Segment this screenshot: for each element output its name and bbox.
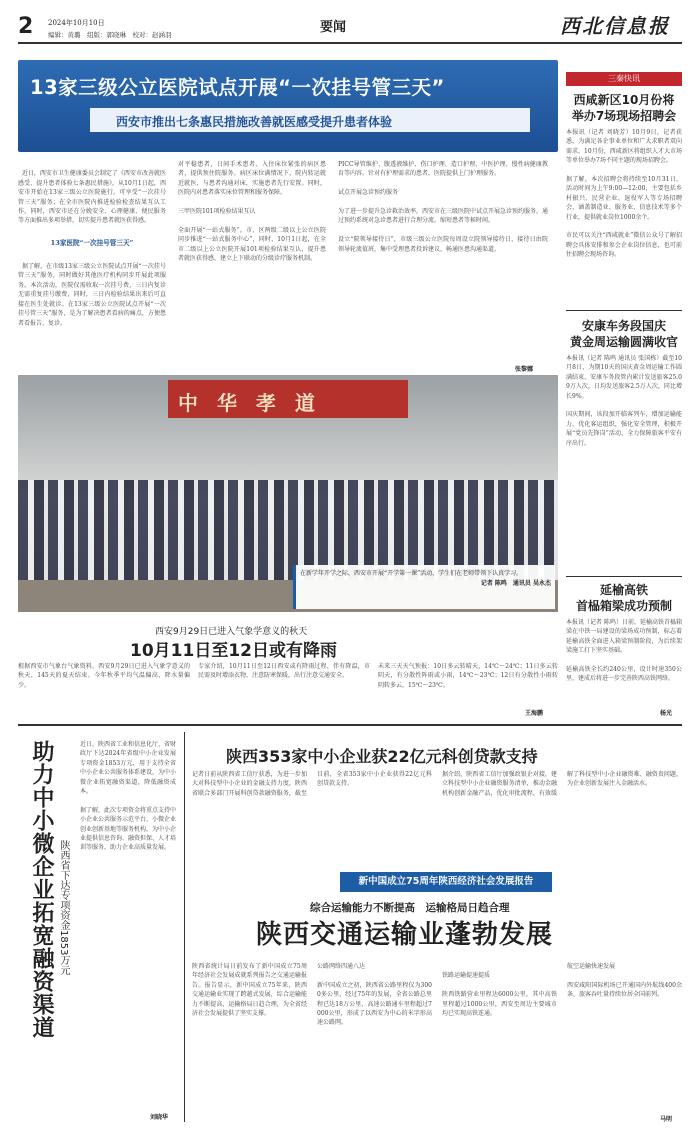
photo-credit: 记者 陈鸣 通讯员 吴永杰 (480, 580, 551, 587)
transport-title: 陕西交通运输业蓬勃发展 (256, 920, 554, 950)
photo-caption: 在新学年开学之际，西安市开展“开学第一课”活动，学生们在老师带领下认真学习。 (300, 570, 523, 577)
lead-photo (18, 375, 558, 612)
sidebar-article3-body: 本报讯（记者 陈鸣）日前，延榆高铁首榀箱梁在中铁一局建设的梁场成功预制，标志着延榆高铁全面进入箱梁预制阶段，为后续架梁施工打下坚实基础。 延榆高铁全长约240公里，设计时速350公里，建成后将进一步完善陕西高铁网络。 (566, 619, 682, 683)
sidebar-article1-title: 西咸新区10月份将 举办7场现场招聘会 (571, 93, 677, 123)
lead-subhead1: 13家医院“一次挂号管三天” (50, 239, 134, 248)
weather-col1: 根据西安市气象台气象资料，西安9月29日已进入气象学意义的秋天，145天的夏天结束。今年秋季平均气温偏高，降水量偏少。 (18, 663, 190, 689)
sme-left-body: 近日，陕西省工业和信息化厅、省财政厅下达2024年省级中小企业发展专项资金1853万元，用于支持全省中小企业公共服务体系建设，为中小微企业拓宽融资渠道，降低融资成本。 据了解，此次专项资金将重点支持中小企业公共服务示范平台、小微企业创业创新基地等服务机构，为中小企业提供信息咨询、融资担保、人才培训等服务，助力企业高质量发展。 (80, 741, 176, 852)
sidebar-article2-title: 安康车务段国庆 黄金周运输圆满收官 (569, 319, 678, 349)
editors-line: 编辑：黄璐 组版：郭晓琳 校对：赵涵羽 (48, 31, 172, 39)
lead-title: 13家三级公立医院试点开展“一次挂号管三天” (30, 76, 445, 99)
section-name: 要闻 (320, 20, 347, 35)
sidebar-article3-title: 延榆高铁 首榀箱梁成功预制 (575, 583, 672, 613)
header-rule (18, 42, 682, 44)
lead-col1b: 据了解，在市级13家三级公立医院试点开展“一次挂号管三天”服务，同时做好其他医疗机构同步开展此项服务。本次活动，医院仅需收取一次挂号费，三日内复诊无需重复挂号缴费，同时，三日内检验结果出来后可直接在医生处就诊。在13家三级公立医院试点开展“一次挂号管三天”服务，是为了解决患者看病的痛点，方便患者看报告、复诊。 (18, 263, 166, 327)
sme-left-author: 刘晓华 (150, 1114, 169, 1121)
lead-col3: PICC导管维护、腹透液维护、伤口护理、造口护理、中医护理、慢性病健康教育等内容。针对有护理需求的患者，医院提供上门护理服务。 试点开展急诊预约服务 为了进一步提升急诊救治效率，西安市在三级医院中试点开展急诊预约服务，通过预约系统对急诊患者进行合理分流，缩短患者等候时间。 设立“院领导接待日”，市级三级公立医院每周设立院领导接待日，接待日由院领导轮流值班，集中受理患者投诉建议，畅通医患沟通渠道。 (338, 161, 548, 253)
weather-kicker: 西安9月29日已进入气象学意义的秋天 (155, 627, 308, 637)
lead-intro: 近日，西安市卫生健康委员会制定了《西安市改善就医感受、提升患者体验七条惠民措施》，从10月1日起，西安市开始在13家三级公立医院施行。可享受“一次挂号管三天”服务；在全市医院内推进检验检查结果互认工作，同时，西安市还在分娩安全、心理健康、便民服务等方面推出多项举措，切实提升患者就医获得感。 (18, 170, 166, 225)
transport-banner: 新中国成立75周年陕西经济社会发展报告 (340, 872, 552, 892)
page-number: 2 (18, 14, 34, 39)
sidebar-rule1 (566, 310, 682, 311)
weather-col3: 未来三天天气预报：10日多云转晴天，14℃～24℃；11日多云转阴天，有分散性阵雨或小雨，14℃～23℃；12日有分散性小雨转阴转多云，15℃～23℃。 (378, 663, 558, 689)
mid-rule (18, 724, 682, 726)
weather-author: 王海鹏 (525, 710, 544, 717)
lead-col2: 对平稳患者，日间手术患者、入住床位紧张的病区患者，提供预住院服务。病区床位满情况下，院内转运就近就医，与患者沟通对床，实施患者先行安置。同时，医院内对患者落实床位管理和服务保障。 三甲医院101项检验结果互认 全面开展“一站式服务”。市、区两级二级以上公立医院同步推进“一站式服务中心”，同时，10月1日起，在全市二级以上公立医院开展101项检验结果互认，提升患者就医获得感，建立上下联动的分级诊疗服务机制。 (178, 161, 326, 263)
transport-kicker: 综合运输能力不断提高 运输格局日趋合理 (310, 902, 510, 914)
sme-body: 记者日前从陕西省工信厅获悉，为进一步加大对科技型中小企业的金融支持力度，陕西省联合多部门开展科创贷款融资服务，截至目前，全省353家中小企业获得22亿元科创贷款支持。 据介绍，陕西省工信厅加强政银企对接，建立科技型中小企业融资服务清单，推动金融机构创新金融产品，优化审批流程，有效缓解了科技型中小企业融资难、融资贵问题，为企业创新发展注入金融活水。 (192, 771, 682, 797)
sme-vertical-title: 助力中小微企业拓宽融资渠道 (29, 740, 54, 1039)
sidebar-rule2 (566, 576, 682, 577)
lead-col1 (18, 160, 166, 370)
photo-caption-box (293, 565, 555, 609)
sidebar-article3-author: 杨光 (660, 710, 673, 717)
lead-subtitle: 西安市推出七条惠民措施改善就医感受提升患者体验 (116, 115, 393, 129)
sidebar-tag: 三秦快讯 (566, 72, 682, 86)
sidebar-article1-body: 本报讯（记者 刘晓芳）10月9日，记者获悉，为满足各企事业单位和广大求职者双向需求，10月份，西咸新区将组织人才大市场等单位举办7场不同主题的现场招聘会。 据了解，本次招聘会将持续至10月31日，活动时间为上午9:00—12:00，主要包括乡村振兴、民营企业、退役军人等专场招聘会，涵盖制造业、服务业、信息技术等多个行业，提供就业岗位1000余个。 市民可以关注“西咸就业”微信公众号了解招聘会具体安排和参会企业岗位信息，也可前往招聘会现场咨询。 (566, 129, 682, 259)
sme-vertical-divider (184, 732, 185, 1122)
issue-date: 2024年10月10日 (48, 19, 105, 27)
transport-author: 马明 (660, 1116, 673, 1123)
lead-byline: 张黎娜 (515, 366, 534, 373)
paper-name: 西北信息报 (560, 14, 670, 38)
sme-vertical-sub: 陕西省下达专项资金1853万元 (58, 840, 69, 976)
sme-title: 陕西353家中小企业获22亿元科创贷款支持 (226, 747, 538, 766)
photo-sign: 中 华 孝 道 (178, 391, 321, 415)
sidebar-article2-body: 本报讯（记者 陈鸣 通讯员 张国栋）截至10月8日，为期10天的国庆黄金周运输工作圆满结束，安康车务段管内累计发送旅客25.09万人次，日均发送旅客2.5万人次，同比增长9%。 国庆期间，该段加开临客列车，增加运输能力，优化客运组织，强化安全管理，积极开展“党员先锋岗”活动，全力保障旅客平安有序出行。 (566, 355, 682, 447)
transport-body: 陕西省统计局日前发布了新中国成立75周年经济社会发展成就系列报告之交通运输报告。报告显示，新中国成立75年来，陕西交通运输业实现了跨越式发展，综合运输能力不断提高，运输格局日趋合理，为全省经济社会发展提供了坚实支撑。 公路网络四通八达 新中国成立之初，陕西省公路里程仅为3000多公里，经过75年的发展，全省公路总里程已达18万公里，高速公路通车里程超过7000公里，形成了以西安为中心的米字形高速公路网。 铁路运输提速提质 陕西铁路营业里程达6000公里，其中高铁里程超过1000公里，西安至周边主要城市均已实现高铁连通。 航空运输快速发展 西安咸阳国际机场已开通国内外航线400余条，旅客吞吐量持续位居全国前列。 (192, 963, 682, 1027)
weather-col2: 专家介绍，10月11日至12日西安或有降雨过程，伴有降温，市民需及时增添衣物，注意防寒保暖，出行注意交通安全。 (198, 663, 370, 680)
weather-title: 10月11日至12日或有降雨 (130, 641, 337, 661)
